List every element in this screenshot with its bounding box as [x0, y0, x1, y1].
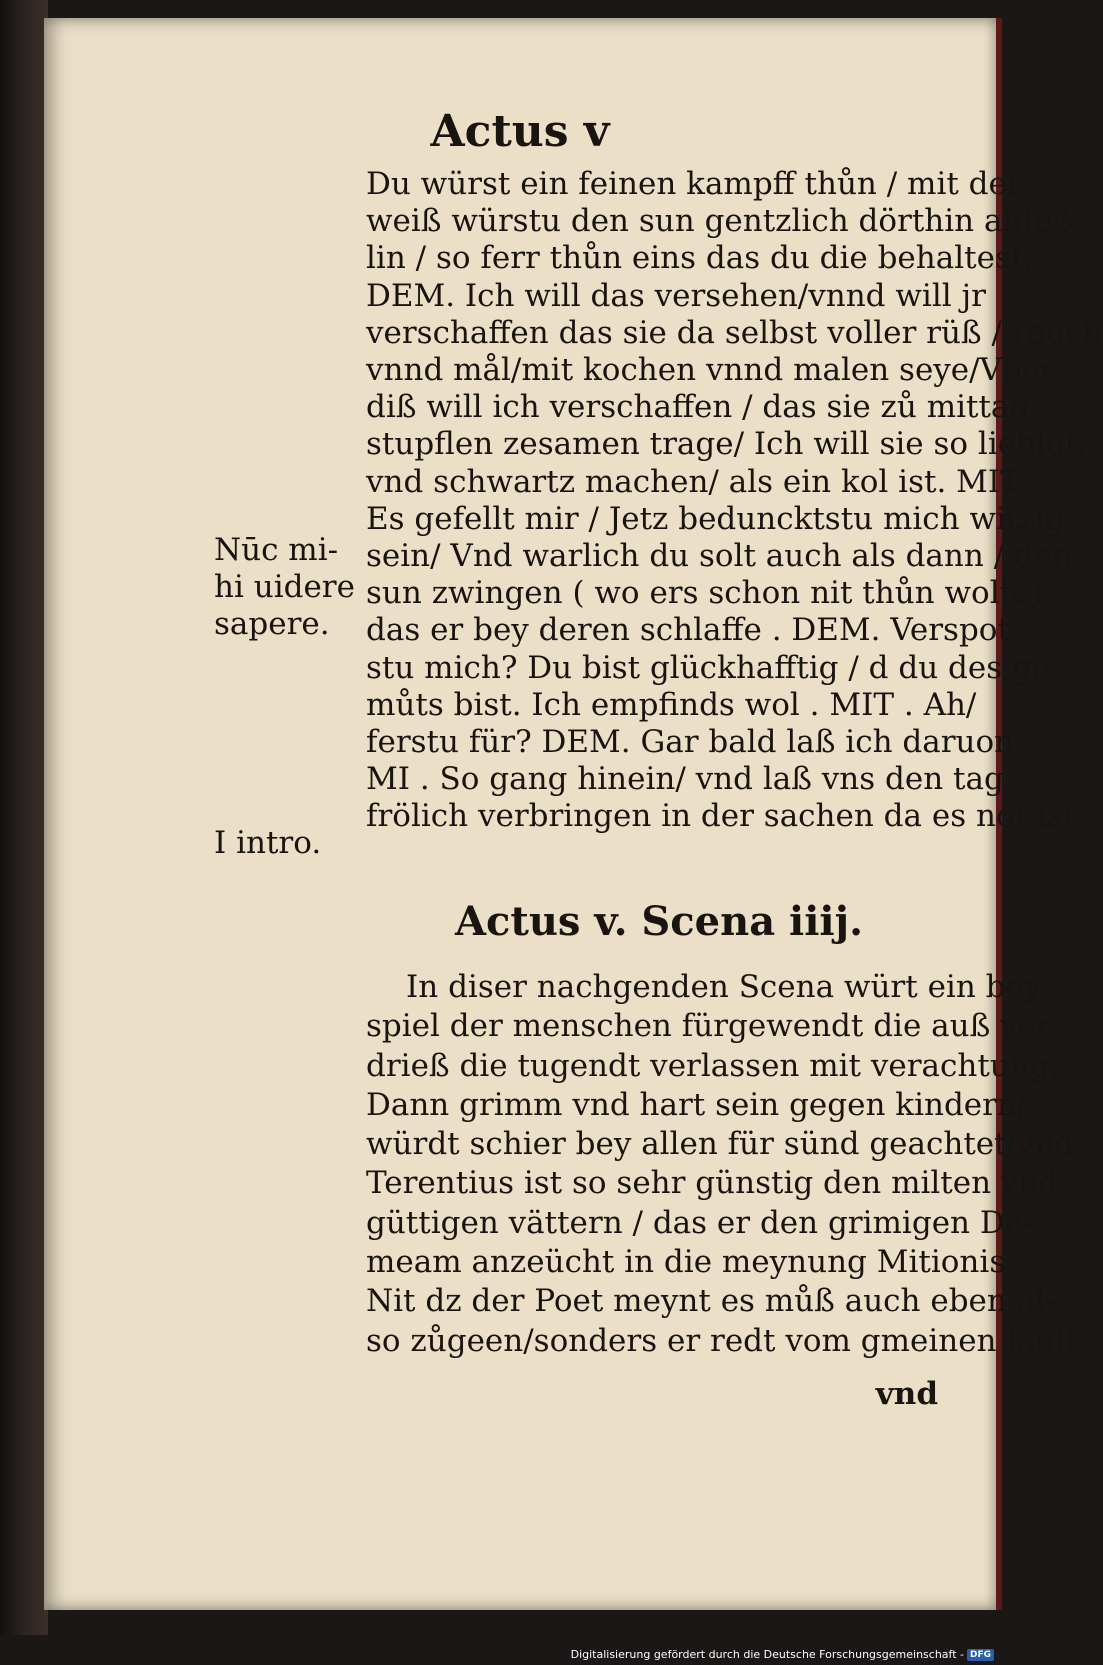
text-line: MI . So gang hinein/ vnd laß vns den tag — [366, 761, 1004, 798]
text-line: frölich verbringen in der sachen da es not ist. — [366, 798, 1086, 835]
text-line: můts bist. Ich empfinds wol . MIT . Ah/ — [366, 686, 977, 723]
text-line: weiß würstu den sun gentzlich dörthin anfeß — [366, 203, 1073, 240]
running-head: Actus v — [430, 106, 610, 157]
dialogue-text — [366, 166, 1103, 836]
intro-line: drieß die tugendt verlassen mit verachtung. — [366, 1047, 1060, 1084]
scene-introduction — [366, 968, 1077, 1361]
intro-line: güttigen vättern / das er den grimigen De- — [366, 1204, 1034, 1241]
text-line: sun zwingen ( wo ers schon nit thůn wolte) — [366, 575, 1043, 612]
intro-line: Dann grimm vnd hart sein gegen kindern/ — [366, 1086, 1028, 1123]
intro-line: würdt schier bey allen für sünd geachtet/vnd — [366, 1126, 1075, 1163]
margin-note-latin — [214, 532, 374, 643]
text-line: Es gefellt mir / Jetz beduncktstu mich witzig — [366, 500, 1065, 537]
intro-line: meam anzeücht in die meynung Mitionis. — [366, 1244, 1016, 1281]
text-line: stu mich? Du bist glückhafftig / d du des ge- — [366, 649, 1061, 686]
intro-line: so zůgeen/sonders er redt vom gmeinen lauff — [366, 1322, 1077, 1359]
digitization-credit — [571, 1648, 994, 1661]
text-line: sein/ Vnd warlich du solt auch als dann / den — [366, 538, 1073, 575]
text-line: lin / so ferr thůn eins das du die behaltest. — [366, 240, 1034, 277]
margin-note-line: sapere. — [214, 606, 330, 642]
text-line: Du würst ein feinen kampff thůn / mit der — [366, 166, 1022, 202]
margin-note-line: Nūc mi- — [214, 532, 339, 568]
intro-line: spiel der menschen fürgewendt die auß ver- — [366, 1008, 1062, 1045]
text-line: stupflen zesamen trage/ Ich will sie so liebloß — [366, 426, 1086, 463]
margin-note-stage-direction: I intro. — [214, 825, 322, 861]
text-line: vnnd mål/mit kochen vnnd malen seye/Vber — [366, 352, 1055, 389]
text-line: das er bey deren schlaffe . DEM. Verspot- — [366, 612, 1021, 649]
intro-line: In diser nachgenden Scena würt ein bey- — [406, 969, 1052, 1005]
text-line: vnd schwartz machen/ als ein kol ist. MIT. — [366, 463, 1027, 500]
credit-text: Digitalisierung gefördert durch die Deutsche Forschungsgemeinschaft - — [570, 1648, 964, 1661]
intro-line: Terentius ist so sehr günstig den milten vnd — [366, 1165, 1059, 1202]
text-line: diß will ich verschaffen / das sie zů mittag — [366, 389, 1030, 426]
dfg-logo-icon: DFG — [967, 1649, 994, 1661]
catchword: vnd — [875, 1376, 938, 1412]
book-spine — [0, 0, 48, 1635]
book-page — [44, 18, 1103, 1610]
margin-note-line: hi uidere — [214, 569, 355, 605]
text-line: DEM. Ich will das versehen/vnnd will jr — [366, 277, 986, 314]
scene-heading: Actus v. Scena iiij. — [454, 898, 864, 945]
text-line: ferstu für? DEM. Gar bald laß ich daruon. — [366, 724, 1024, 761]
text-line: verschaffen das sie da selbst voller rüß / rouch — [366, 314, 1103, 351]
intro-line: Nit dz der Poet meynt es můß auch eben al- — [366, 1283, 1056, 1320]
